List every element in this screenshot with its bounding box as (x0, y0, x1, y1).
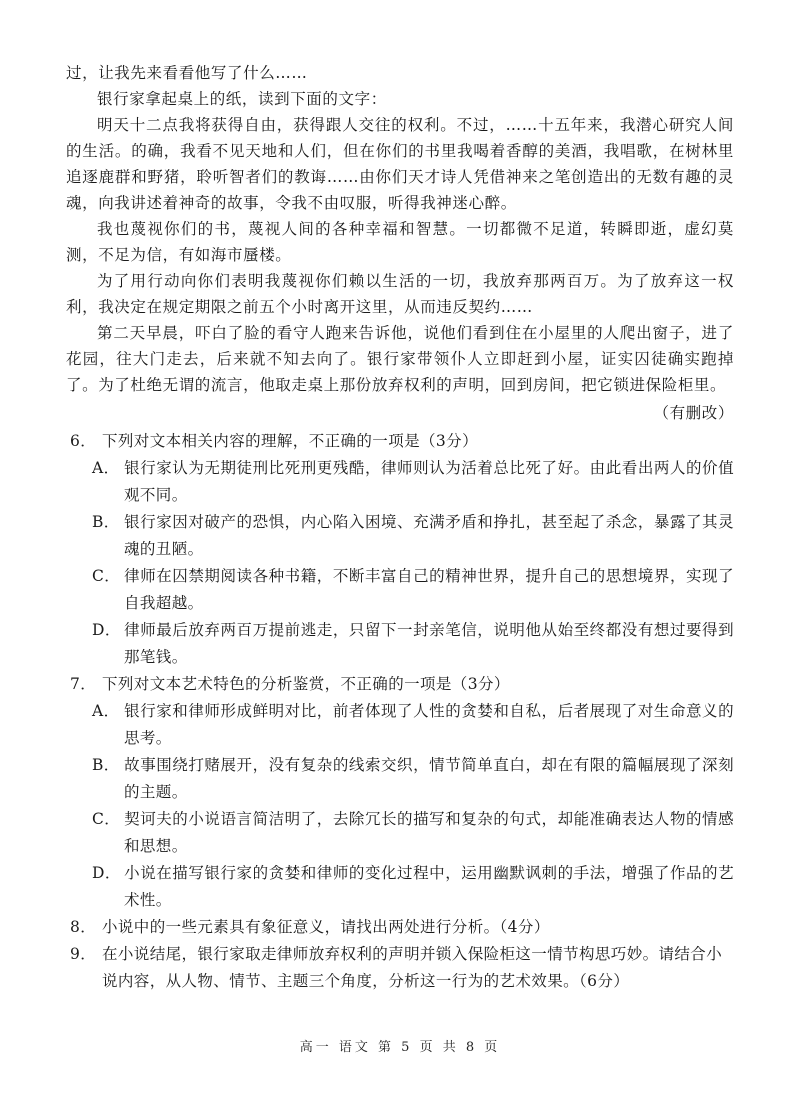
option-letter: A． (92, 702, 120, 720)
option-7a (66, 698, 734, 752)
passage-paragraph-5: 为了用行动向你们表明我蔑视你们赖以生活的一切，我放弃那两百万。为了放弃这一权利，我决定在规定期限之前五个小时离开这里，从而违反契约…… (66, 272, 734, 316)
question-text: 在小说结尾，银行家取走律师放弃权利的声明并锁入保险柜这一情节构思巧妙。请结合小说内容，从人物、情节、主题三个角度，分析这一行为的艺术效果。（6分） (102, 945, 723, 990)
question-stem (66, 428, 734, 455)
option-letter: D． (92, 864, 121, 882)
option-text: 银行家因对破产的恐惧，内心陷入困境、充满矛盾和挣扎，甚至起了杀念，暴露了其灵魂的丑陋。 (124, 513, 734, 558)
question-8 (66, 914, 734, 941)
option-7c (66, 806, 734, 860)
option-letter: D． (92, 621, 121, 639)
option-letter: B． (92, 513, 120, 531)
passage-paragraph-1: 过，让我先来看看他写了什么…… (66, 64, 308, 82)
source-note: （有删改） (653, 404, 734, 422)
passage-paragraph-4: 我也蔑视你们的书，蔑视人间的各种幸福和智慧。一切都微不足道，转瞬即逝，虚幻莫测，不足为信，有如海市蜃楼。 (66, 220, 734, 264)
question-stem (66, 914, 734, 941)
question-text: 小说中的一些元素具有象征意义，请找出两处进行分析。（4分） (102, 918, 550, 936)
option-6a (66, 455, 734, 509)
question-stem (66, 671, 734, 698)
option-text: 律师最后放弃两百万提前逃走，只留下一封亲笔信，说明他从始至终都没有想过要得到那笔钱。 (124, 621, 734, 666)
option-text: 银行家认为无期徒刑比死刑更残酷，律师则认为活着总比死了好。由此看出两人的价值观不同。 (124, 459, 734, 504)
option-text: 契诃夫的小说语言简洁明了，去除冗长的描写和复杂的句式，却能准确表达人物的情感和思想。 (124, 810, 734, 855)
option-text: 小说在描写银行家的贪婪和律师的变化过程中，运用幽默讽刺的手法，增强了作品的艺术性。 (124, 864, 734, 909)
question-stem (66, 941, 734, 995)
question-text: 下列对文本艺术特色的分析鉴赏，不正确的一项是（3分） (102, 675, 510, 693)
question-number: 8． (70, 918, 97, 936)
option-6d (66, 617, 734, 671)
reading-passage (66, 60, 734, 426)
passage-paragraph-3: 明天十二点我将获得自由，获得跟人交往的权利。不过，……十五年来，我潜心研究人间的生活。的确，我看不见天地和人们，但在你们的书里我喝着香醇的美酒，我唱歌，在树林里追逐鹿群和野猪，聆听智者们的教诲……由你们天才诗人凭借神来之笔创造出的无数有趣的灵魂，向我讲述着神奇的故事，令我不由叹服，听得我神迷心醉。 (66, 116, 734, 212)
question-9 (66, 941, 734, 995)
option-letter: C． (92, 567, 121, 585)
passage-paragraph-6: 第二天早晨，吓白了脸的看守人跑来告诉他，说他们看到住在小屋里的人爬出窗子，进了花园，往大门走去，后来就不知去向了。银行家带领仆人立即赶到小屋，证实囚徒确实跑掉了。为了杜绝无谓的流言，他取走桌上那份放弃权利的声明，回到房间，把它锁进保险柜里。 (66, 324, 734, 394)
option-text: 故事围绕打赌展开，没有复杂的线索交织，情节简单直白，却在有限的篇幅展现了深刻的主题。 (124, 756, 734, 801)
option-letter: C． (92, 810, 121, 828)
question-number: 9． (70, 945, 97, 963)
question-number: 7． (70, 675, 97, 693)
question-7 (66, 671, 734, 914)
option-6c (66, 563, 734, 617)
option-letter: B． (92, 756, 120, 774)
option-7d (66, 860, 734, 914)
option-6b (66, 509, 734, 563)
option-text: 律师在囚禁期阅读各种书籍，不断丰富自己的精神世界，提升自己的思想境界，实现了自我超越。 (124, 567, 734, 612)
question-list (66, 428, 734, 995)
page-footer: 高一 语文 第 5 页 共 8 页 (299, 1040, 501, 1055)
option-text: 银行家和律师形成鲜明对比，前者体现了人性的贪婪和自私，后者展现了对生命意义的思考。 (124, 702, 734, 747)
passage-paragraph-2: 银行家拿起桌上的纸，读到下面的文字： (97, 90, 387, 108)
option-7b (66, 752, 734, 806)
option-letter: A． (92, 459, 120, 477)
question-6 (66, 428, 734, 671)
question-text: 下列对文本相关内容的理解，不正确的一项是（3分） (102, 432, 478, 450)
question-number: 6． (70, 432, 97, 450)
